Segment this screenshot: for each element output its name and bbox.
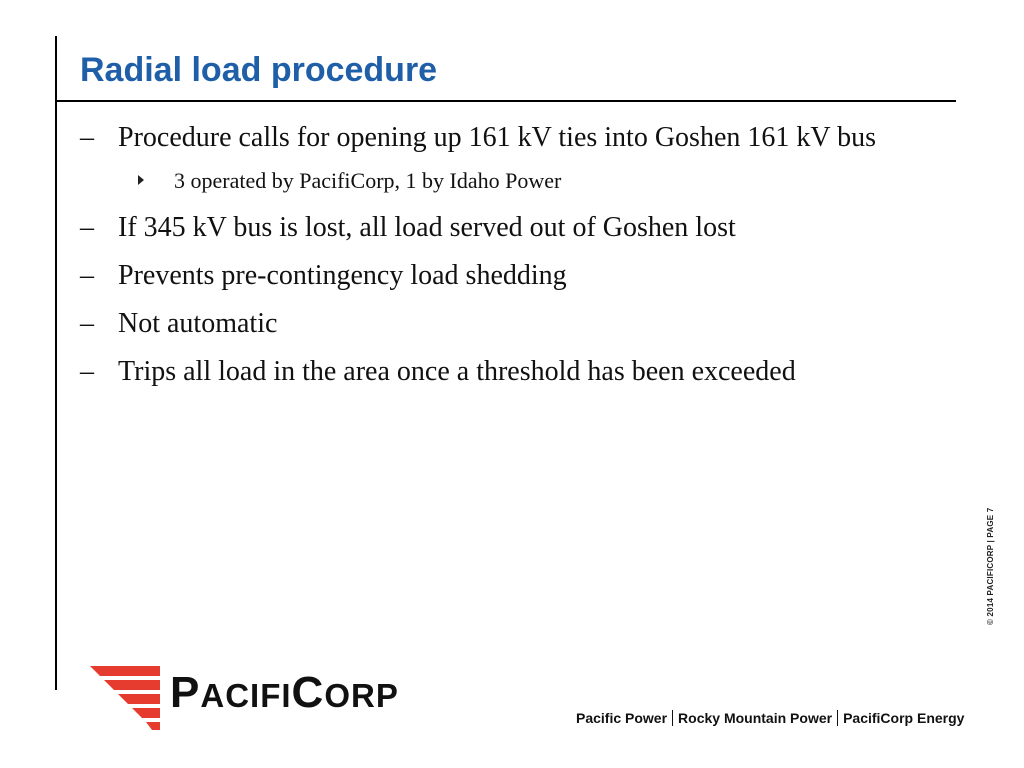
bullet-text: Prevents pre-contingency load shedding [118,260,567,291]
bullet-text: Trips all load in the area once a threshold has been exceeded [118,356,796,387]
bullet-text: Procedure calls for opening up 161 kV ties into Goshen 161 kV bus [118,122,876,153]
dash-marker: – [80,356,94,387]
tagline-rocky-mountain-power: Rocky Mountain Power [678,710,833,726]
dash-marker: – [80,122,94,153]
bullet-text: If 345 kV bus is lost, all load served out of Goshen lost [118,212,736,243]
sub-bullet-item [80,166,960,196]
bullet-item [80,256,960,296]
bullet-item [80,352,960,392]
bullet-list [80,118,960,400]
logo-wordmark: PACIFICORP [170,668,399,717]
vertical-rule [55,36,57,690]
bullet-item [80,208,960,248]
tagline-pacific-power: Pacific Power [576,710,668,726]
tagline-pacificorp-energy: PacifiCorp Energy [843,710,965,726]
tagline-separator [672,710,673,726]
copyright-page-number: © 2014 PACIFICORP | PAGE 7 [986,507,995,625]
slide-title: Radial load procedure [80,51,438,89]
bullet-item [80,118,960,158]
title-underline [55,100,956,102]
company-tagline [576,710,964,726]
dash-marker: – [80,260,94,291]
tagline-separator [837,710,838,726]
bullet-text: Not automatic [118,308,278,339]
bullet-item [80,304,960,344]
sub-bullet-text: 3 operated by PacifiCorp, 1 by Idaho Power [174,168,562,193]
dash-marker: – [80,308,94,339]
dash-marker: – [80,212,94,243]
triangle-bullet-icon [138,175,144,185]
logo-stripes-icon [90,666,160,730]
